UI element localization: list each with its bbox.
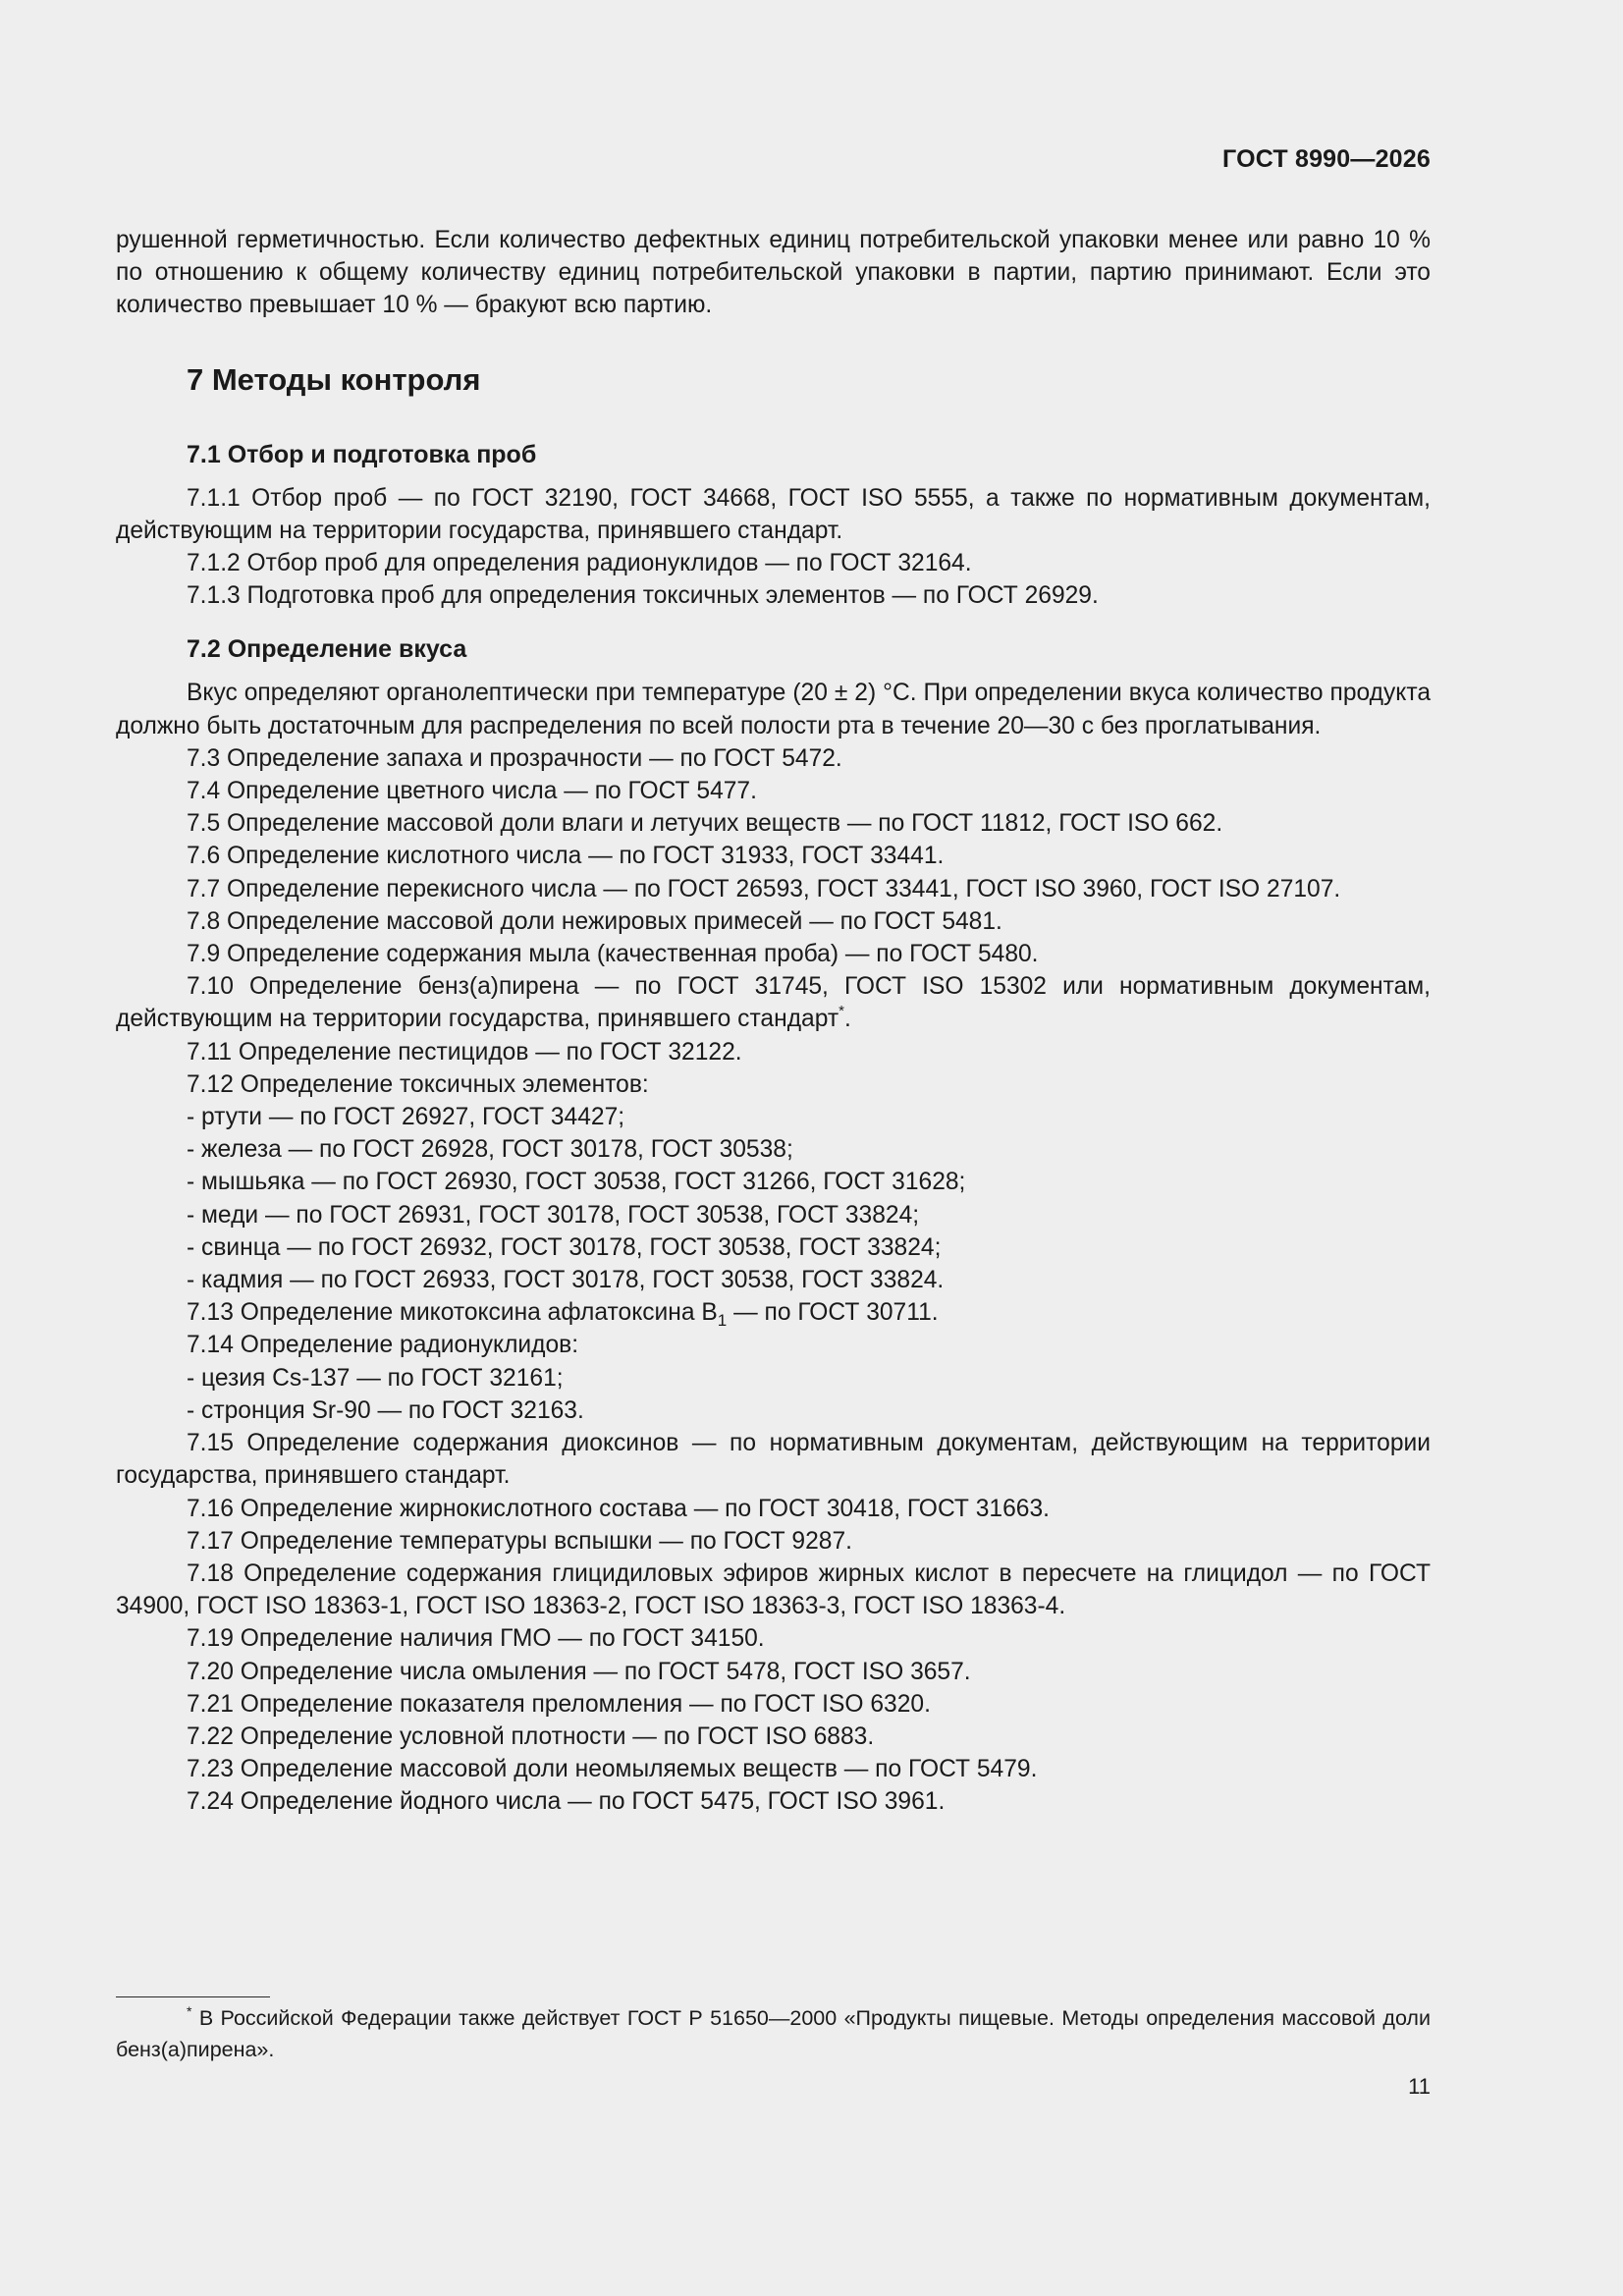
clause-7-13-end: — по ГОСТ 30711. <box>727 1299 939 1327</box>
footnote-text: В Российской Федерации также действует ГОСТ Р 51650—2000 «Продукты пищевые. Методы определения массовой доли бенз(а)пирена». <box>116 2006 1431 2061</box>
clause-7-11: 7.11 Определение пестицидов — по ГОСТ 32122. <box>187 1038 742 1066</box>
clause-7-17: 7.17 Определение температуры вспышки — по ГОСТ 9287. <box>187 1527 852 1555</box>
clause-7-2-text: Вкус определяют органолептически при температуре (20 ± 2) °С. При определении вкуса количество продукта должно быть достаточным для распределения по всей полости рта в течение 20—30 с без проглатывания. <box>116 680 1431 739</box>
page-number: 11 <box>1408 2074 1431 2099</box>
clause-7-4: 7.4 Определение цветного числа — по ГОСТ 5477. <box>187 778 757 805</box>
page-body <box>116 224 1431 1819</box>
clause-7-24: 7.24 Определение йодного числа — по ГОСТ 5475, ГОСТ ISO 3961. <box>187 1788 946 1816</box>
clause-7-10 <box>116 970 1431 1035</box>
footnote <box>116 2002 1431 2065</box>
footnote-divider <box>116 1996 270 1997</box>
clause-7-13-text: 7.13 Определение микотоксина афлатоксина В <box>187 1299 718 1327</box>
list-item-cadmium: - кадмия — по ГОСТ 26933, ГОСТ 30178, ГОСТ 30538, ГОСТ 33824. <box>187 1267 945 1294</box>
list-item-iron: - железа — по ГОСТ 26928, ГОСТ 30178, ГОСТ 30538; <box>187 1136 793 1164</box>
clause-7-13 <box>116 1296 1431 1329</box>
clause-7-3: 7.3 Определение запаха и прозрачности — по ГОСТ 5472. <box>187 744 842 772</box>
footnote-marker: * <box>187 2003 192 2019</box>
clause-7-20: 7.20 Определение числа омыления — по ГОСТ 5478, ГОСТ ISO 3657. <box>187 1658 971 1685</box>
clause-7-8: 7.8 Определение массовой доли нежировых примесей — по ГОСТ 5481. <box>187 907 1002 935</box>
list-item-lead: - свинца — по ГОСТ 26932, ГОСТ 30178, ГОСТ 30538, ГОСТ 33824; <box>187 1233 942 1261</box>
clause-7-15: 7.15 Определение содержания диоксинов — по нормативным документам, действующим на территории государства, принявшего стандарт. <box>116 1430 1431 1490</box>
clause-7-1-1: 7.1.1 Отбор проб — по ГОСТ 32190, ГОСТ 34668, ГОСТ ISO 5555, а также по нормативным документам, действующим на территории государства, принявшего стандарт. <box>116 484 1431 544</box>
list-item-arsenic: - мышьяка — по ГОСТ 26930, ГОСТ 30538, ГОСТ 31266, ГОСТ 31628; <box>187 1169 966 1196</box>
section-7-2-heading: 7.2 Определение вкуса <box>187 635 467 664</box>
clause-7-10-text: 7.10 Определение бенз(а)пирена — по ГОСТ 31745, ГОСТ ISO 15302 или нормативным документам, действующим на территории государства, принявшего стандарт <box>116 973 1431 1033</box>
clause-7-5: 7.5 Определение массовой доли влаги и летучих веществ — по ГОСТ 11812, ГОСТ ISO 662. <box>187 810 1223 838</box>
clause-7-22: 7.22 Определение условной плотности — по ГОСТ ISO 6883. <box>187 1722 875 1750</box>
clause-7-12: 7.12 Определение токсичных элементов: <box>187 1070 649 1098</box>
clause-7-6: 7.6 Определение кислотного числа — по ГОСТ 31933, ГОСТ 33441. <box>187 843 945 870</box>
list-item-strontium: - стронция Sr-90 — по ГОСТ 32163. <box>187 1396 584 1424</box>
section-7-heading: 7 Методы контроля <box>187 361 481 397</box>
clause-7-19: 7.19 Определение наличия ГМО — по ГОСТ 34150. <box>187 1625 765 1653</box>
section-7-1-heading: 7.1 Отбор и подготовка проб <box>187 440 537 468</box>
continuation-paragraph: рушенной герметичностью. Если количество дефектных единиц потребительской упаковки менее или равно 10 % по отношению к общему количеству единиц потребительской упаковки в партии, партию принимают. Если это количество превышает 10 % — бракуют всю партию. <box>116 227 1431 319</box>
clause-7-1-2: 7.1.2 Отбор проб для определения радионуклидов — по ГОСТ 32164. <box>187 550 972 577</box>
clause-7-10-end: . <box>843 1006 851 1033</box>
clause-7-18: 7.18 Определение содержания глицидиловых эфиров жирных кислот в пересчете на глицидол — по ГОСТ 34900, ГОСТ ISO 18363-1, ГОСТ ISO 18363-2, ГОСТ ISO 18363-3, ГОСТ ISO 18363-4. <box>116 1559 1431 1620</box>
list-item-cesium: - цезия Cs-137 — по ГОСТ 32161; <box>187 1364 564 1392</box>
clause-7-16: 7.16 Определение жирнокислотного состава — по ГОСТ 30418, ГОСТ 31663. <box>187 1495 1050 1522</box>
list-item-copper: - меди — по ГОСТ 26931, ГОСТ 30178, ГОСТ 30538, ГОСТ 33824; <box>187 1201 920 1229</box>
subscript: 1 <box>717 1311 728 1331</box>
list-item-mercury: - ртути — по ГОСТ 26927, ГОСТ 34427; <box>187 1104 625 1131</box>
footnote-reference: * <box>839 1003 844 1020</box>
clause-7-23: 7.23 Определение массовой доли неомыляемых веществ — по ГОСТ 5479. <box>187 1756 1038 1783</box>
clause-7-1-3: 7.1.3 Подготовка проб для определения токсичных элементов — по ГОСТ 26929. <box>187 582 1099 610</box>
clause-7-14: 7.14 Определение радионуклидов: <box>187 1332 579 1359</box>
document-code-header: ГОСТ 8990—2026 <box>1222 145 1431 173</box>
clause-7-21: 7.21 Определение показателя преломления — по ГОСТ ISO 6320. <box>187 1690 931 1718</box>
clause-7-9: 7.9 Определение содержания мыла (качественная проба) — по ГОСТ 5480. <box>187 941 1039 968</box>
clause-7-7: 7.7 Определение перекисного числа — по ГОСТ 26593, ГОСТ 33441, ГОСТ ISO 3960, ГОСТ ISO 27107. <box>187 875 1341 902</box>
